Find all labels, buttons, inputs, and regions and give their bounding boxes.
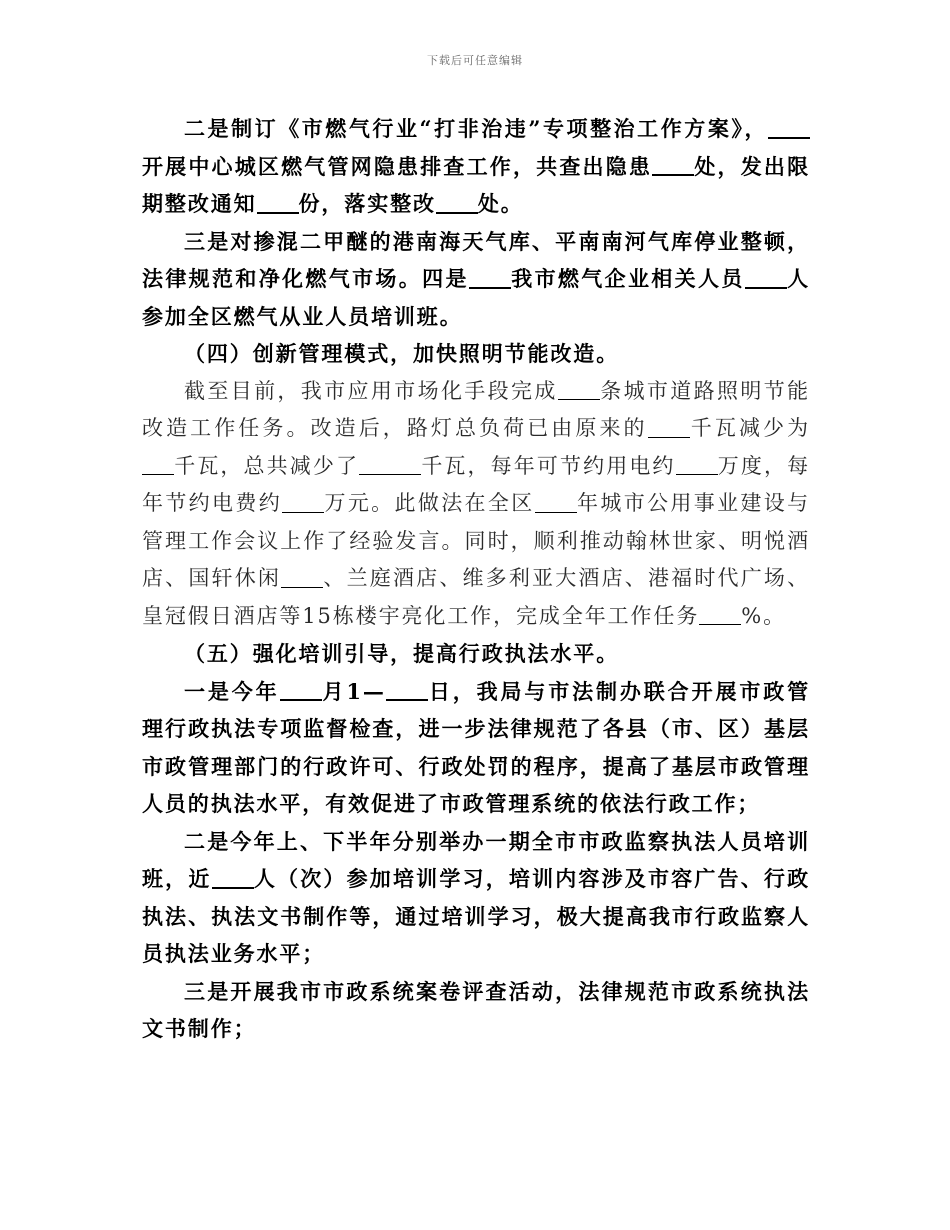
text-segment: 开展中心城区燃气管网隐患排查工作，共查出隐患 [142,153,653,179]
text-segment: 三是开展我市市政系统案卷评查活动，法律规范市政系统执法文书制作； [142,978,810,1041]
text-segment: %。 [741,603,786,628]
text-segment: 月1— [321,678,386,704]
paragraph-p8 [142,973,810,1048]
text-segment: 份，落实整改 [298,191,436,216]
fill-in-blank [648,414,690,437]
text-segment: 千瓦，总共减少了 [174,453,360,478]
text-segment: 人（次）参加培训学习，培训内容涉及市容广告、行政执法、执法文书制作等，通过培训学习，极大提高我市行政监察人员执法业务水平； [142,866,810,966]
text-segment: （四）创新管理模式，加快照明节能改造。 [184,341,620,366]
paragraph-p1 [142,110,810,223]
fill-in-blank [257,189,299,213]
paragraph-p2 [142,223,810,336]
text-segment: 二是今年上、下半年分别举办一期全市市政监察执法人员培训班，近 [142,828,810,891]
fill-in-blank [386,677,428,701]
text-segment: 年城市公用事业建设与管理工作会议上作了经验发言。同时，顺利推动翰林世家、明悦酒店、国轩休闲 [142,491,811,590]
paragraph-p4 [142,373,810,636]
text-segment: 千瓦减少为 [689,416,810,440]
fill-in-blank [281,564,323,587]
text-segment: 处。 [477,191,524,216]
document-body [142,110,810,1048]
text-segment: 处，发出限期整改通知 [142,153,810,216]
text-segment: 二是制订《市燃气行业“打非治违”专项整治工作方案》， [184,116,768,141]
page-header: 下载后可任意编辑 [427,54,523,67]
fill-in-blank [652,152,694,176]
text-segment: 万元。此做法在全区 [324,491,535,515]
fill-in-blank [282,489,324,512]
text-segment: 三是对掺混二甲醚的港南海天气库、平南南河气库停业整顿，法律规范和净化燃气市场。四是 [142,228,810,291]
text-segment: 、兰庭酒店、维多利亚大酒店、港福时代广场、皇冠假日酒店等15栋楼宇亮化工作，完成全年工作任务 [142,566,810,628]
fill-in-blank [280,677,322,701]
fill-in-blank [359,452,421,475]
text-segment: 一是今年 [184,678,280,704]
text-segment: 千瓦，每年可节约用电约 [421,453,676,478]
paragraph-p5 [142,635,810,673]
text-segment: 万度，每年节约电费约 [142,453,810,515]
text-segment: 日，我局与市法制办联合开展市政管理行政执法专项监督检查，进一步法律规范了各县（市、区）基层市政管理部门的行政许可、行政处罚的程序，提高了基层市政管理人员的执法水平，有效促进了市政管理系统的依法行政工作； [142,678,811,816]
text-segment: （五）强化培训引导，提高行政执法水平。 [184,641,620,666]
fill-in-blank [768,114,810,138]
paragraph-p6 [142,673,810,823]
text-segment: 截至目前，我市应用市场化手段完成 [184,378,558,403]
text-segment: 人参加全区燃气从业人员培训班。 [142,266,810,329]
fill-in-blank [436,189,478,213]
paragraph-p3 [142,335,810,373]
fill-in-blank [142,452,174,475]
fill-in-blank [469,264,511,288]
fill-in-blank [535,489,577,512]
text-segment: 我市燃气企业相关人员 [510,266,745,291]
text-segment: 条城市道路照明节能改造工作任务。改造后，路灯总负荷已由原来的 [142,378,810,440]
fill-in-blank [558,377,600,400]
fill-in-blank [699,602,741,625]
paragraph-p7 [142,823,810,973]
fill-in-blank [745,264,787,288]
fill-in-blank [212,864,254,888]
fill-in-blank [676,452,718,475]
